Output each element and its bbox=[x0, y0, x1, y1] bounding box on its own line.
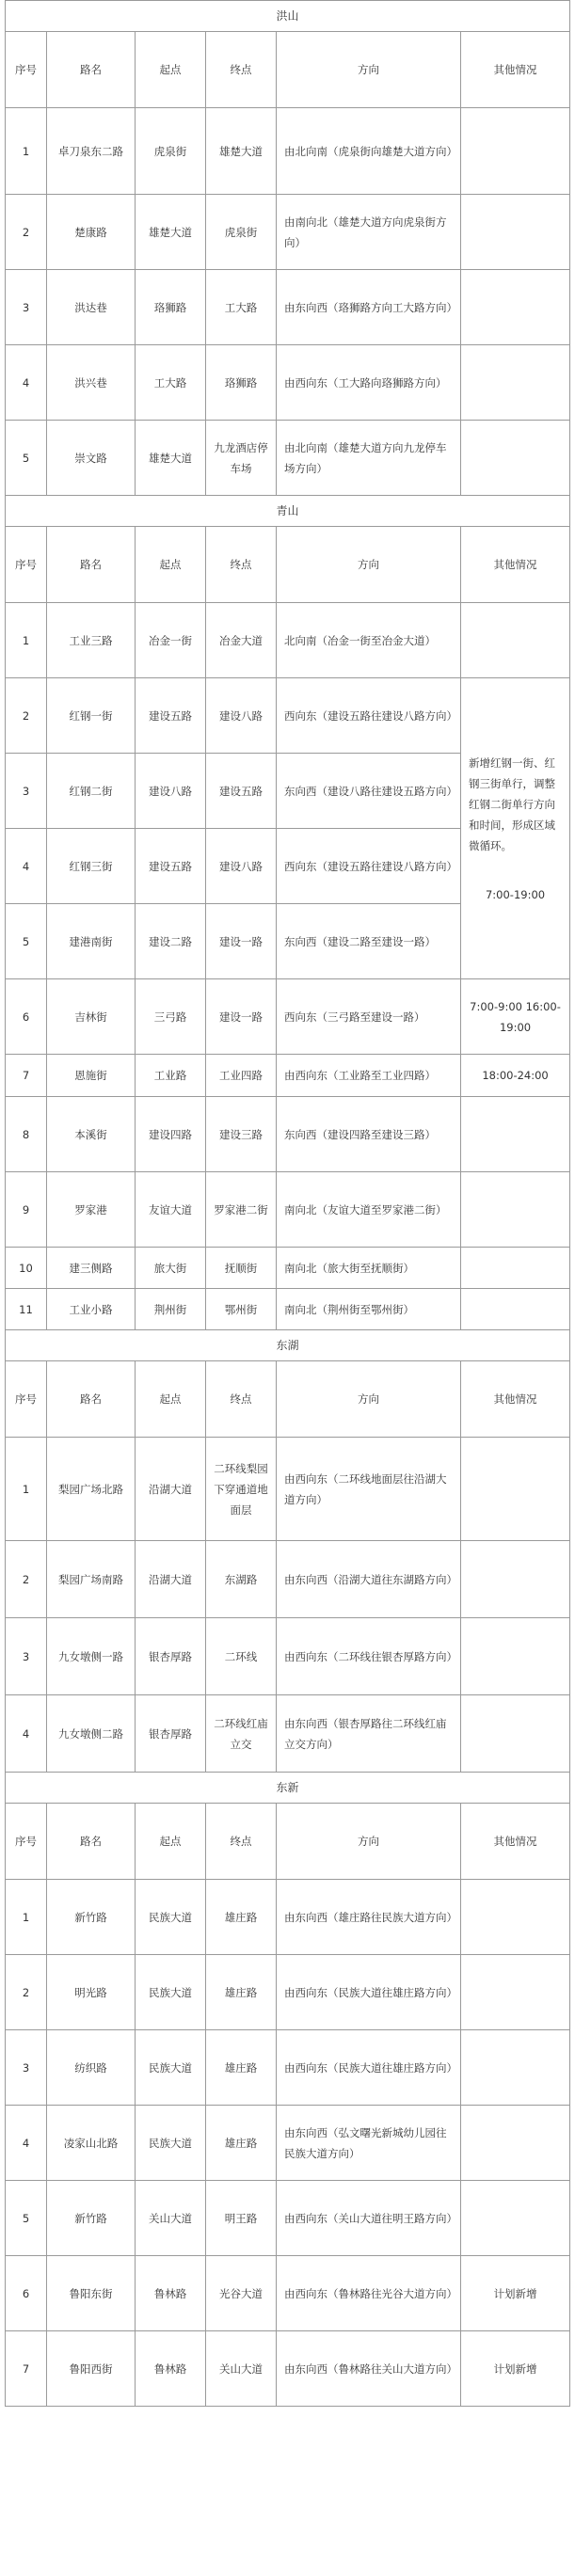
cell-road: 卓刀泉东二路 bbox=[47, 108, 136, 195]
cell-road: 工业小路 bbox=[47, 1289, 136, 1330]
header-note: 其他情况 bbox=[461, 1361, 570, 1438]
cell-end: 建设五路 bbox=[206, 754, 277, 829]
cell-note: 18:00-24:00 bbox=[461, 1055, 570, 1097]
cell-end: 雄庄路 bbox=[206, 2106, 277, 2181]
cell-start: 民族大道 bbox=[136, 1880, 206, 1955]
cell-road: 梨园广场北路 bbox=[47, 1438, 136, 1541]
header-end: 终点 bbox=[206, 32, 277, 108]
header-no: 序号 bbox=[6, 1804, 47, 1880]
cell-no: 1 bbox=[6, 108, 47, 195]
header-road: 路名 bbox=[47, 1361, 136, 1438]
cell-note bbox=[461, 1289, 570, 1330]
cell-end: 二环线红庙立交 bbox=[206, 1695, 277, 1773]
cell-start: 鲁林路 bbox=[136, 2331, 206, 2407]
cell-direction: 南向北（荆州街至鄂州街） bbox=[277, 1289, 461, 1330]
cell-note: 7:00-9:00 16:00-19:00 bbox=[461, 979, 570, 1055]
cell-direction: 北向南（冶金一街至冶金大道） bbox=[277, 603, 461, 678]
cell-direction: 由西向东（二环线地面层往沿湖大道方向） bbox=[277, 1438, 461, 1541]
table-row bbox=[6, 1695, 570, 1773]
header-end: 终点 bbox=[206, 527, 277, 603]
table-row bbox=[6, 1955, 570, 2030]
cell-direction: 由西向东（关山大道往明王路方向） bbox=[277, 2181, 461, 2256]
cell-road: 明光路 bbox=[47, 1955, 136, 2030]
cell-end: 二环线 bbox=[206, 1618, 277, 1695]
cell-no: 5 bbox=[6, 421, 47, 496]
header-no: 序号 bbox=[6, 527, 47, 603]
cell-start: 建设四路 bbox=[136, 1097, 206, 1172]
cell-no: 5 bbox=[6, 2181, 47, 2256]
table-row bbox=[6, 1097, 570, 1172]
merged-note-time: 7:00-19:00 bbox=[485, 887, 546, 901]
cell-note bbox=[461, 270, 570, 345]
cell-road: 工业三路 bbox=[47, 603, 136, 678]
cell-road: 恩施街 bbox=[47, 1055, 136, 1097]
cell-start: 珞狮路 bbox=[136, 270, 206, 345]
cell-note bbox=[461, 421, 570, 496]
cell-direction: 西向东（三弓路至建设一路） bbox=[277, 979, 461, 1055]
header-no: 序号 bbox=[6, 1361, 47, 1438]
cell-note: 计划新增 bbox=[461, 2256, 570, 2331]
cell-road: 红钢二街 bbox=[47, 754, 136, 829]
cell-note bbox=[461, 2030, 570, 2106]
cell-end: 雄庄路 bbox=[206, 1880, 277, 1955]
cell-no: 3 bbox=[6, 1618, 47, 1695]
table-row bbox=[6, 979, 570, 1055]
cell-start: 民族大道 bbox=[136, 2030, 206, 2106]
cell-no: 1 bbox=[6, 1438, 47, 1541]
table-row bbox=[6, 2106, 570, 2181]
cell-end: 冶金大道 bbox=[206, 603, 277, 678]
cell-start: 沿湖大道 bbox=[136, 1438, 206, 1541]
header-start: 起点 bbox=[136, 527, 206, 603]
table-row bbox=[6, 2331, 570, 2407]
cell-direction: 由西向东（鲁林路往光谷大道方向） bbox=[277, 2256, 461, 2331]
cell-road: 凌家山北路 bbox=[47, 2106, 136, 2181]
cell-direction: 西向东（建设五路往建设八路方向） bbox=[277, 829, 461, 904]
cell-no: 2 bbox=[6, 195, 47, 270]
header-road: 路名 bbox=[47, 527, 136, 603]
cell-no: 11 bbox=[6, 1289, 47, 1330]
cell-end: 建设一路 bbox=[206, 979, 277, 1055]
cell-start: 荆州街 bbox=[136, 1289, 206, 1330]
cell-end: 雄楚大道 bbox=[206, 108, 277, 195]
table-row bbox=[6, 195, 570, 270]
cell-start: 雄楚大道 bbox=[136, 195, 206, 270]
cell-road: 罗家港 bbox=[47, 1172, 136, 1248]
cell-note bbox=[461, 1248, 570, 1289]
cell-road: 鲁阳东街 bbox=[47, 2256, 136, 2331]
cell-road: 纺织路 bbox=[47, 2030, 136, 2106]
cell-no: 7 bbox=[6, 2331, 47, 2407]
cell-end: 明王路 bbox=[206, 2181, 277, 2256]
cell-no: 4 bbox=[6, 829, 47, 904]
table-row bbox=[6, 108, 570, 195]
cell-direction: 南向北（旅大街至抚顺街） bbox=[277, 1248, 461, 1289]
cell-no: 2 bbox=[6, 1541, 47, 1618]
table-row bbox=[6, 1172, 570, 1248]
cell-direction: 南向北（友谊大道至罗家港二街） bbox=[277, 1172, 461, 1248]
cell-start: 鲁林路 bbox=[136, 2256, 206, 2331]
cell-road: 九女墩侧二路 bbox=[47, 1695, 136, 1773]
cell-road: 本溪街 bbox=[47, 1097, 136, 1172]
cell-start: 银杏厚路 bbox=[136, 1618, 206, 1695]
header-direction: 方向 bbox=[277, 1804, 461, 1880]
header-row bbox=[6, 32, 570, 108]
cell-start: 沿湖大道 bbox=[136, 1541, 206, 1618]
cell-direction: 由西向东（民族大道往雄庄路方向） bbox=[277, 1955, 461, 2030]
cell-no: 9 bbox=[6, 1172, 47, 1248]
cell-start: 建设五路 bbox=[136, 829, 206, 904]
cell-end: 抚顺街 bbox=[206, 1248, 277, 1289]
cell-end: 建设三路 bbox=[206, 1097, 277, 1172]
cell-end: 雄庄路 bbox=[206, 1955, 277, 2030]
cell-end: 珞狮路 bbox=[206, 345, 277, 421]
cell-note bbox=[461, 2106, 570, 2181]
cell-note bbox=[461, 1880, 570, 1955]
cell-road: 建三侧路 bbox=[47, 1248, 136, 1289]
district-name: 东新 bbox=[6, 1773, 570, 1804]
header-direction: 方向 bbox=[277, 527, 461, 603]
cell-direction: 由东向西（雄庄路往民族大道方向） bbox=[277, 1880, 461, 1955]
district-name: 东湖 bbox=[6, 1330, 570, 1361]
cell-note bbox=[461, 108, 570, 195]
cell-start: 雄楚大道 bbox=[136, 421, 206, 496]
district-name: 青山 bbox=[6, 496, 570, 527]
cell-note bbox=[461, 195, 570, 270]
cell-no: 6 bbox=[6, 979, 47, 1055]
header-direction: 方向 bbox=[277, 32, 461, 108]
header-end: 终点 bbox=[206, 1361, 277, 1438]
cell-road: 新竹路 bbox=[47, 1880, 136, 1955]
cell-no: 10 bbox=[6, 1248, 47, 1289]
cell-no: 2 bbox=[6, 1955, 47, 2030]
cell-end: 建设八路 bbox=[206, 678, 277, 754]
cell-road: 新竹路 bbox=[47, 2181, 136, 2256]
cell-note bbox=[461, 1541, 570, 1618]
cell-direction: 由北向南（虎泉街向雄楚大道方向） bbox=[277, 108, 461, 195]
cell-start: 建设二路 bbox=[136, 904, 206, 979]
cell-direction: 由西向东（工业路至工业四路） bbox=[277, 1055, 461, 1097]
cell-end: 虎泉街 bbox=[206, 195, 277, 270]
table-row bbox=[6, 2181, 570, 2256]
table-row bbox=[6, 1880, 570, 1955]
cell-direction: 东向西（建设四路至建设三路） bbox=[277, 1097, 461, 1172]
header-start: 起点 bbox=[136, 1361, 206, 1438]
cell-direction: 由东向西（沿湖大道往东湖路方向） bbox=[277, 1541, 461, 1618]
table-row bbox=[6, 2256, 570, 2331]
cell-start: 虎泉街 bbox=[136, 108, 206, 195]
cell-end: 建设八路 bbox=[206, 829, 277, 904]
cell-end: 九龙酒店停车场 bbox=[206, 421, 277, 496]
cell-direction: 西向东（建设五路往建设八路方向） bbox=[277, 678, 461, 754]
cell-end: 鄂州街 bbox=[206, 1289, 277, 1330]
table-row bbox=[6, 1055, 570, 1097]
cell-no: 1 bbox=[6, 603, 47, 678]
cell-start: 民族大道 bbox=[136, 2106, 206, 2181]
district-row-qingshan bbox=[6, 496, 570, 527]
cell-no: 2 bbox=[6, 678, 47, 754]
header-end: 终点 bbox=[206, 1804, 277, 1880]
cell-start: 银杏厚路 bbox=[136, 1695, 206, 1773]
cell-note bbox=[461, 1955, 570, 2030]
header-start: 起点 bbox=[136, 1804, 206, 1880]
cell-direction: 由南向北（雄楚大道方向虎泉街方向） bbox=[277, 195, 461, 270]
district-row-hongshan bbox=[6, 1, 570, 32]
district-row-donghu bbox=[6, 1330, 570, 1361]
cell-no: 7 bbox=[6, 1055, 47, 1097]
header-row bbox=[6, 527, 570, 603]
header-note: 其他情况 bbox=[461, 527, 570, 603]
cell-no: 4 bbox=[6, 1695, 47, 1773]
cell-note bbox=[461, 1695, 570, 1773]
cell-start: 工业路 bbox=[136, 1055, 206, 1097]
table-row bbox=[6, 678, 570, 754]
merged-note-text: 新增红钢一街、红钢三街单行，调整红钢二街单行方向和时间，形成区域微循环。 bbox=[469, 755, 555, 852]
one-way-roads-table bbox=[5, 0, 570, 2407]
cell-note bbox=[461, 1438, 570, 1541]
cell-no: 3 bbox=[6, 754, 47, 829]
cell-end: 建设一路 bbox=[206, 904, 277, 979]
cell-direction: 由西向东（二环线往银杏厚路方向） bbox=[277, 1618, 461, 1695]
table-row bbox=[6, 2030, 570, 2106]
district-name: 洪山 bbox=[6, 1, 570, 32]
header-note: 其他情况 bbox=[461, 32, 570, 108]
cell-end: 光谷大道 bbox=[206, 2256, 277, 2331]
cell-road: 楚康路 bbox=[47, 195, 136, 270]
cell-note bbox=[461, 345, 570, 421]
cell-note bbox=[461, 1097, 570, 1172]
cell-note: 计划新增 bbox=[461, 2331, 570, 2407]
cell-end: 罗家港二街 bbox=[206, 1172, 277, 1248]
cell-end: 雄庄路 bbox=[206, 2030, 277, 2106]
header-no: 序号 bbox=[6, 32, 47, 108]
cell-note bbox=[461, 1172, 570, 1248]
cell-direction: 由东向西（银杏厚路往二环线红庙立交方向） bbox=[277, 1695, 461, 1773]
table-row bbox=[6, 421, 570, 496]
cell-road: 九女墩侧一路 bbox=[47, 1618, 136, 1695]
cell-start: 民族大道 bbox=[136, 1955, 206, 2030]
cell-road: 崇文路 bbox=[47, 421, 136, 496]
cell-start: 冶金一街 bbox=[136, 603, 206, 678]
header-row bbox=[6, 1361, 570, 1438]
cell-no: 3 bbox=[6, 2030, 47, 2106]
cell-start: 三弓路 bbox=[136, 979, 206, 1055]
table-row bbox=[6, 603, 570, 678]
cell-direction: 由东向西（鲁林路往关山大道方向） bbox=[277, 2331, 461, 2407]
table-row bbox=[6, 1289, 570, 1330]
table-row bbox=[6, 270, 570, 345]
cell-no: 8 bbox=[6, 1097, 47, 1172]
cell-end: 工大路 bbox=[206, 270, 277, 345]
cell-end: 东湖路 bbox=[206, 1541, 277, 1618]
cell-road: 红钢一街 bbox=[47, 678, 136, 754]
cell-direction: 由西向东（民族大道往雄庄路方向） bbox=[277, 2030, 461, 2106]
cell-start: 建设五路 bbox=[136, 678, 206, 754]
cell-note bbox=[461, 2181, 570, 2256]
cell-no: 6 bbox=[6, 2256, 47, 2331]
cell-end: 二环线梨园下穿通道地面层 bbox=[206, 1438, 277, 1541]
header-note: 其他情况 bbox=[461, 1804, 570, 1880]
district-row-dongxin bbox=[6, 1773, 570, 1804]
header-road: 路名 bbox=[47, 32, 136, 108]
cell-direction: 由西向东（工大路向珞狮路方向） bbox=[277, 345, 461, 421]
cell-direction: 由北向南（雄楚大道方向九龙停车场方向） bbox=[277, 421, 461, 496]
cell-road: 鲁阳西街 bbox=[47, 2331, 136, 2407]
header-row bbox=[6, 1804, 570, 1880]
table-row bbox=[6, 345, 570, 421]
cell-end: 关山大道 bbox=[206, 2331, 277, 2407]
cell-direction: 东向西（建设八路往建设五路方向） bbox=[277, 754, 461, 829]
cell-end: 工业四路 bbox=[206, 1055, 277, 1097]
cell-road: 建港南街 bbox=[47, 904, 136, 979]
cell-start: 旅大街 bbox=[136, 1248, 206, 1289]
cell-start: 建设八路 bbox=[136, 754, 206, 829]
table-row bbox=[6, 1438, 570, 1541]
cell-start: 关山大道 bbox=[136, 2181, 206, 2256]
cell-road: 洪达巷 bbox=[47, 270, 136, 345]
table-row bbox=[6, 1541, 570, 1618]
cell-road: 洪兴巷 bbox=[47, 345, 136, 421]
cell-no: 4 bbox=[6, 345, 47, 421]
cell-no: 5 bbox=[6, 904, 47, 979]
cell-no: 3 bbox=[6, 270, 47, 345]
cell-direction: 由东向西（弘文曙光新城幼儿园往民族大道方向） bbox=[277, 2106, 461, 2181]
cell-direction: 由东向西（珞狮路方向工大路方向） bbox=[277, 270, 461, 345]
cell-start: 友谊大道 bbox=[136, 1172, 206, 1248]
header-direction: 方向 bbox=[277, 1361, 461, 1438]
header-road: 路名 bbox=[47, 1804, 136, 1880]
cell-road: 吉林街 bbox=[47, 979, 136, 1055]
cell-direction: 东向西（建设二路至建设一路） bbox=[277, 904, 461, 979]
table-row bbox=[6, 1248, 570, 1289]
header-start: 起点 bbox=[136, 32, 206, 108]
cell-note bbox=[461, 1618, 570, 1695]
cell-start: 工大路 bbox=[136, 345, 206, 421]
cell-no: 1 bbox=[6, 1880, 47, 1955]
merged-note-cell bbox=[461, 678, 570, 979]
cell-road: 梨园广场南路 bbox=[47, 1541, 136, 1618]
cell-road: 红钢三街 bbox=[47, 829, 136, 904]
cell-note bbox=[461, 603, 570, 678]
cell-no: 4 bbox=[6, 2106, 47, 2181]
table-row bbox=[6, 1618, 570, 1695]
